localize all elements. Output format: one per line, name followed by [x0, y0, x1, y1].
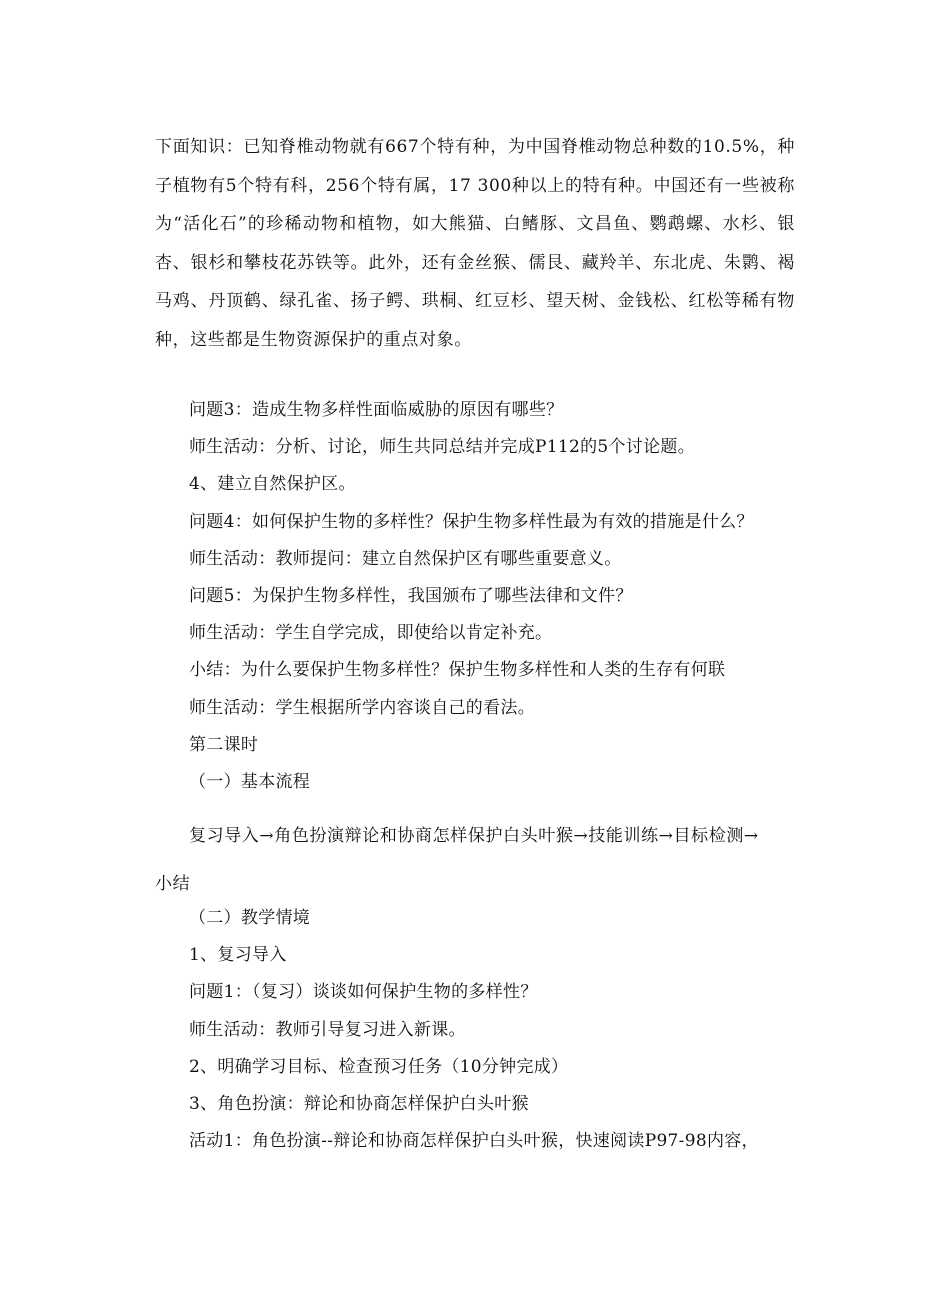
- question-3: 问题3：造成生物多样性面临威胁的原因有哪些？: [189, 400, 564, 420]
- opening-paragraph: 下面知识：已知脊椎动物就有667个特有种，为中国脊椎动物总种数的10.5%，种子植物有5个特有科，256个特有属，17 300种以上的特有种。中国还有一些被称为“活化石”的珍稀动物和植物，如大熊猫、白鳍豚、文昌鱼、鹦鹉螺、水杉、银杏、银杉和攀枝花苏铁等。此外，还有金丝猴、儒艮、藏羚羊、东北虎、朱鹮、褐马鸡、丹顶鹤、绿孔雀、扬子鳄、珙桐、红豆杉、望天树、金钱松、红松等稀有物种，这些都是生物资源保护的重点对象。: [155, 137, 795, 350]
- activity-1-line: 活动1：角色扮演--辩论和协商怎样保护白头叶猴，快速阅读P97-98内容，: [189, 1131, 759, 1152]
- flow-paragraph: [155, 812, 795, 908]
- heading-nature-reserve: 4、建立自然保护区。: [189, 474, 356, 495]
- basic-flow-heading: （一）基本流程: [189, 771, 311, 792]
- role-play-heading: 3、角色扮演：辩论和协商怎样保护白头叶猴: [189, 1093, 529, 1114]
- question-5: 问题5：为保护生物多样性，我国颁布了哪些法律和文件？: [189, 585, 633, 606]
- question-1: 问题1：（复习）谈谈如何保护生物的多样性？: [189, 982, 538, 1003]
- flow-line-1: 复习导入→角色扮演辩论和协商怎样保护白头叶猴→技能训练→目标检测→: [189, 826, 759, 846]
- activity-line: 师生活动：教师提问：建立自然保护区有哪些重要意义。: [189, 548, 622, 569]
- flow-line-2: 小结: [155, 874, 191, 894]
- section-part1: [155, 392, 795, 801]
- review-intro-heading: 1、复习导入: [189, 945, 287, 966]
- activity-line: 师生活动：教师引导复习进入新课。: [189, 1019, 466, 1040]
- teaching-context-heading: （二）教学情境: [189, 908, 311, 928]
- activity-line: 师生活动：学生根据所学内容谈自己的看法。: [189, 697, 535, 718]
- activity-line: 师生活动：学生自学完成，即使给以肯定补充。: [189, 623, 553, 644]
- learning-goals-line: 2、明确学习目标、检查预习任务（10分钟完成）: [189, 1056, 569, 1077]
- summary-line: 小结：为什么要保护生物多样性？保护生物多样性和人类的生存有何联: [189, 660, 726, 681]
- section-part2: [155, 900, 795, 1160]
- lesson-two-heading: 第二课时: [189, 734, 259, 755]
- question-4: 问题4：如何保护生物的多样性？保护生物多样性最为有效的措施是什么？: [189, 511, 754, 532]
- activity-line: 师生活动：分析、讨论，师生共同总结并完成P112的5个讨论题。: [189, 437, 696, 458]
